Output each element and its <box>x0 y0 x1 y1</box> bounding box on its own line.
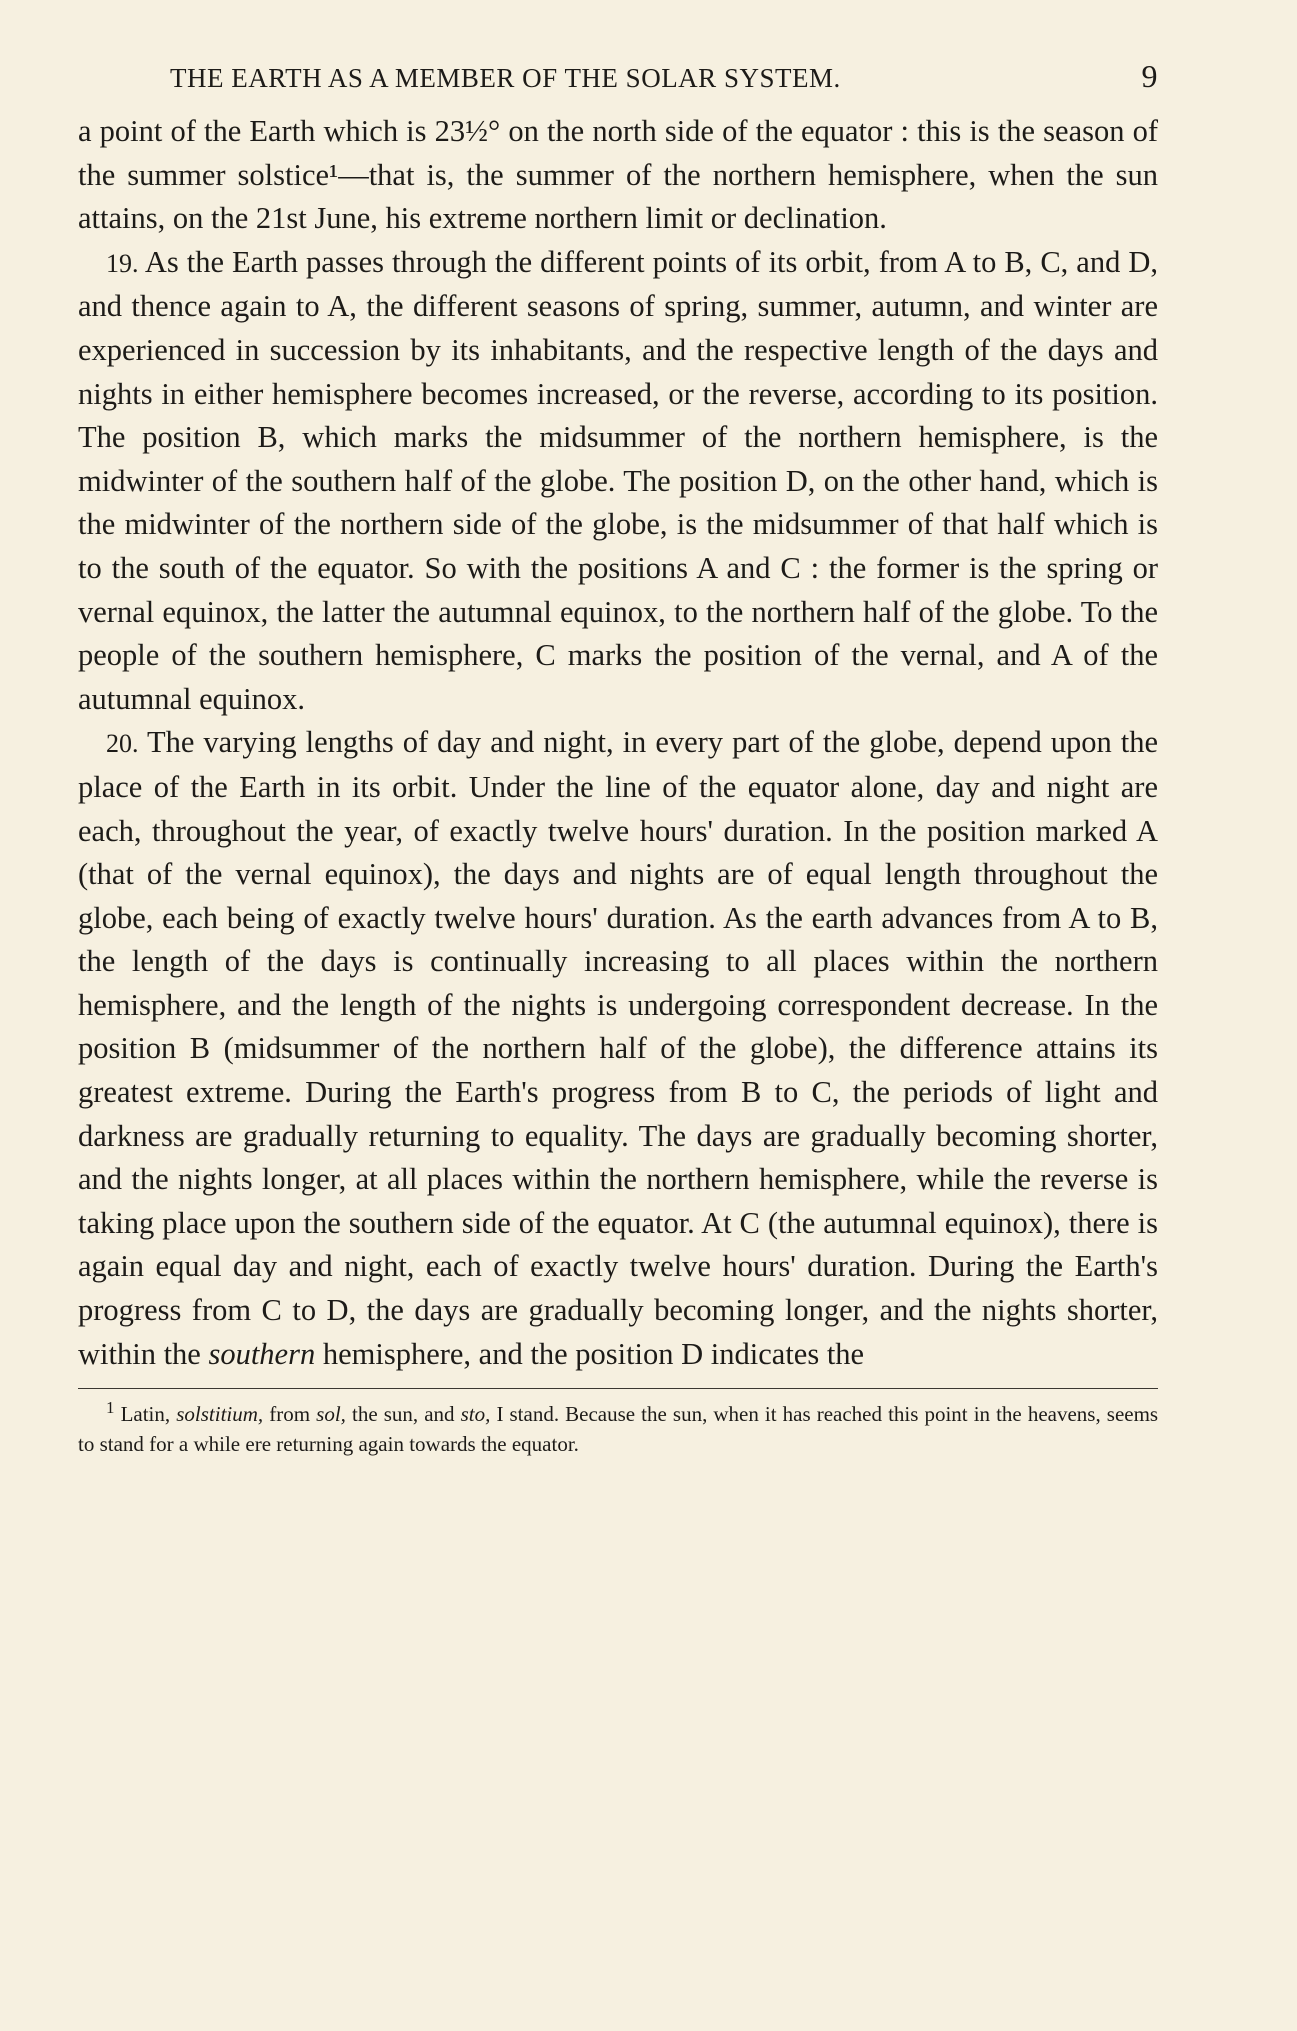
page-number: 9 <box>1141 58 1158 94</box>
paragraph-19 <box>78 241 1158 722</box>
paragraph-20 <box>78 721 1158 1376</box>
paragraph-number: 19. <box>106 248 139 278</box>
book-page <box>78 58 1158 1459</box>
running-title: THE EARTH AS A MEMBER OF THE SOLAR SYSTEM. <box>170 63 841 93</box>
paragraph-text: As the Earth passes through the different points of its orbit, from A to B, C, and D, and thence again to A, the different seasons of spring, summer, autumn, and winter are experienced in succession by its inhabitants, and the respective length of the days and nights in either hemisphere becomes increased, or the reverse, according to its position. The position B, which marks the midsummer of the northern hemisphere, is the midwinter of the southern half of the globe. The position D, on the other hand, which is the midwinter of the northern side of the globe, is the midsummer of that half which is to the south of the equator. So with the positions A and C : the former is the spring or vernal equinox, the latter the autumnal equinox, to the northern half of the globe. To the people of the southern hemisphere, C marks the position of the vernal, and A of the autumnal equinox. <box>78 244 1158 716</box>
footnote-text: Latin, <box>120 1402 171 1427</box>
footnote <box>78 1399 1158 1459</box>
paragraph-number: 20. <box>106 729 139 759</box>
footnote-text: from <box>269 1402 311 1427</box>
footnote-rule <box>78 1388 1158 1389</box>
footnote-text: the sun, and <box>352 1402 455 1427</box>
footnote-marker: 1 <box>106 1398 115 1418</box>
footnote-text: I stand. Because the sun, when it has reached this point in the heavens, seems to stand for a while ere returning again towards the equator. <box>78 1402 1159 1457</box>
footnote-latin-word: solstitium, <box>176 1402 264 1427</box>
footnote-latin-word: sto, <box>460 1402 491 1427</box>
paragraph-continuation: a point of the Earth which is 23½° on the north side of the equator : this is the season of the summer solstice¹—that is, the summer of the northern hemisphere, when the sun attains, on the 21st June, his extreme northern limit or declination. <box>78 114 1158 236</box>
running-head <box>78 58 1158 98</box>
footnote-latin-word: sol, <box>316 1402 346 1427</box>
emphasis-text: southern <box>208 1336 316 1371</box>
body-text <box>78 110 1158 1376</box>
paragraph-text: The varying lengths of day and night, in every part of the globe, depend upon the place of the Earth in its orbit. Under the line of the equator alone, day and night are each, throughout the year, of exactly twelve hours' duration. In the position marked A (that of the vernal equinox), the days and nights are of equal length throughout the globe, each being of exactly twelve hours' duration. As the earth advances from A to B, the length of the days is continually increasing to all places within the northern hemisphere, and the length of the nights is undergoing correspondent decrease. In the position B (midsummer of the northern half of the globe), the difference attains its greatest extreme. During the Earth's progress from B to C, the periods of light and darkness are gradually returning to equality. The days are gradually becoming shorter, and the nights longer, at all places within the northern hemisphere, while the reverse is taking place upon the southern side of the equator. At C (the autumnal equinox), there is again equal day and night, each of exactly twelve hours' duration. During the Earth's progress from C to D, the days are gradually becoming longer, and the nights shorter, within the <box>78 725 1158 1371</box>
paragraph-text-end: hemisphere, and the position D indicates the <box>322 1336 865 1371</box>
